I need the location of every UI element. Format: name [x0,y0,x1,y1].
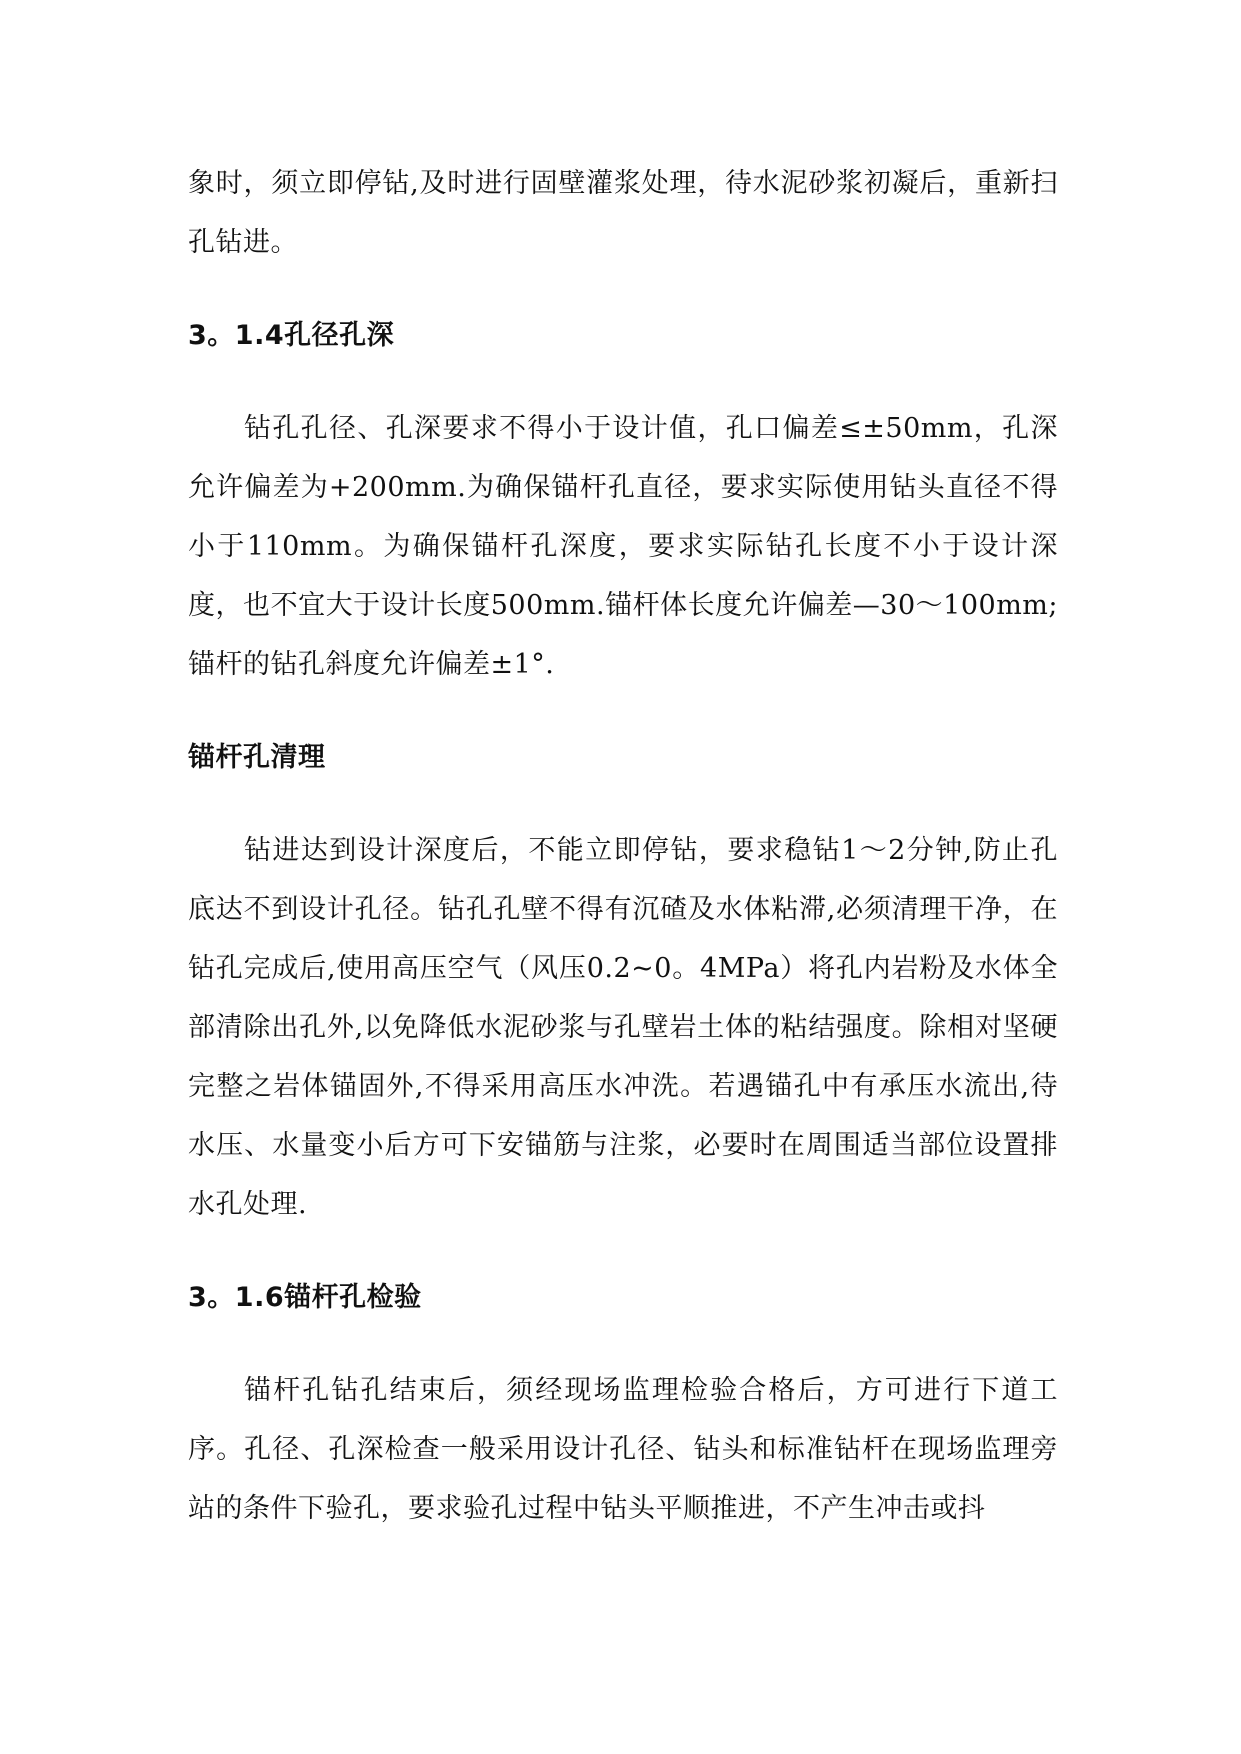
section-heading-hole-diameter-depth: 3。1.4孔径孔深 [188,320,395,351]
spacer [188,694,1058,728]
spacer [188,272,1058,306]
paragraph-hole-cleaning: 钻进达到设计深度后，不能立即停钻，要求稳钻1～2分钟,防止孔底达不到设计孔径。钻孔孔壁不得有沉碴及水体粘滞,必须清理干净，在钻孔完成后,使用高压空气（风压0.2~0。4MPa）将孔内岩粉及水体全部清除出孔外,以免降低水泥砂浆与孔壁岩土体的粘结强度。除相对坚硬完整之岩体锚固外,不得采用高压水冲洗。若遇锚孔中有承压水流出,待水压、水量变小后方可下安锚筋与注浆，必要时在周围适当部位设置排水孔处理. [188,835,1058,1220]
section-heading-hole-inspection: 3。1.6锚杆孔检验 [188,1282,422,1313]
paragraph-hole-inspection: 锚杆孔钻孔结束后，须经现场监理检验合格后，方可进行下道工序。孔径、孔深检查一般采用设计孔径、钻头和标准钻杆在现场监理旁站的条件下验孔，要求验孔过程中钻头平顺推进，不产生冲击或抖 [188,1375,1058,1524]
spacer [188,787,1058,821]
paragraph-hole-diameter-depth: 钻孔孔径、孔深要求不得小于设计值，孔口偏差≤±50mm，孔深允许偏差为+200mm.为确保锚杆孔直径，要求实际使用钻头直径不得小于110mm。为确保锚杆孔深度，要求实际钻孔长度不小于设计深度，也不宜大于设计长度500mm.锚杆体长度允许偏差—30～100mm;锚杆的钻孔斜度允许偏差±1°. [188,413,1058,680]
section-heading-hole-cleaning: 锚杆孔清理 [188,742,326,773]
spacer [188,1327,1058,1361]
document-page [188,154,1058,1538]
paragraph-continuation: 象时，须立即停钻,及时进行固壁灌浆处理，待水泥砂浆初凝后，重新扫孔钻进。 [188,168,1058,258]
spacer [188,1234,1058,1268]
spacer [188,365,1058,399]
